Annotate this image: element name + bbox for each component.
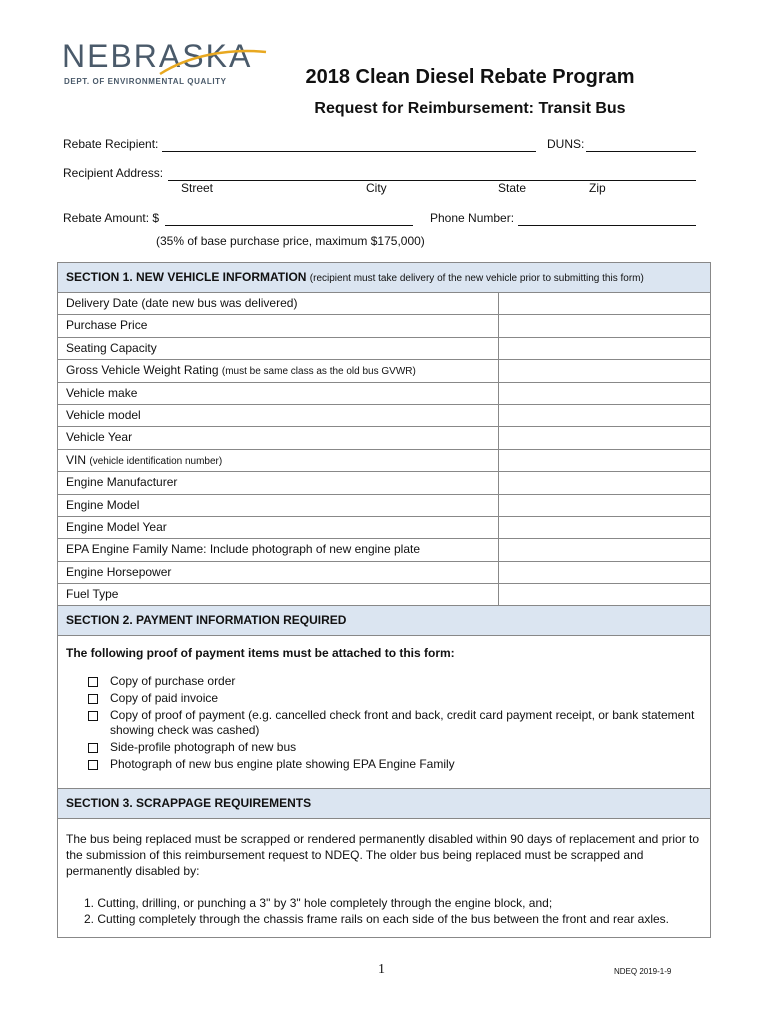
list-item: 1. Cutting, drilling, or punching a 3" by 3" hole completely through the engine block, and; <box>84 896 553 911</box>
gvwr-input[interactable] <box>499 360 710 381</box>
table-row <box>58 539 710 561</box>
seating-capacity-input[interactable] <box>499 338 710 359</box>
phone-number-field[interactable] <box>518 225 696 226</box>
row-label: Vehicle Year <box>66 430 133 445</box>
row-label: Engine Model <box>66 497 140 512</box>
list-item: Photograph of new bus engine plate showing EPA Engine Family <box>88 757 702 772</box>
payment-checklist <box>66 674 702 772</box>
scrappage-steps <box>66 895 702 927</box>
section2-title: SECTION 2. PAYMENT INFORMATION REQUIRED <box>66 613 347 628</box>
section1-title: SECTION 1. NEW VEHICLE INFORMATION <box>66 270 307 284</box>
phone-number-label: Phone Number: <box>430 211 515 225</box>
epa-engine-family-input[interactable] <box>499 539 710 560</box>
page-title: 2018 Clean Diesel Rebate Program <box>305 66 635 88</box>
section1-note: (recipient must take delivery of the new vehicle prior to submitting this form) <box>309 273 644 284</box>
row-label: Seating Capacity <box>66 340 157 355</box>
table-row <box>58 338 710 360</box>
logo-subtitle: DEPT. OF ENVIRONMENTAL QUALITY <box>64 77 227 86</box>
table-row <box>58 584 710 606</box>
list-item: Copy of proof of payment (e.g. cancelled check front and back, credit card payment receipt, or bank statement showing check was cashed) <box>88 708 702 738</box>
duns-label: DUNS: <box>547 137 585 151</box>
row-label: Fuel Type <box>66 587 119 602</box>
rebate-recipient-label: Rebate Recipient: <box>63 137 159 151</box>
form-table <box>57 262 711 938</box>
section2-header <box>58 606 710 636</box>
section1-header <box>58 263 710 293</box>
logo-wordmark: NEBRASKA <box>62 38 253 74</box>
duns-field[interactable] <box>586 151 696 152</box>
list-item: 2. Cutting completely through the chassis frame rails on each side of the bus between the front and rear axles. <box>84 912 669 927</box>
row-label: Vehicle model <box>66 407 141 422</box>
row-label: VIN <box>66 452 87 467</box>
row-label: Gross Vehicle Weight Rating <box>66 363 219 378</box>
table-row <box>58 315 710 337</box>
vehicle-model-input[interactable] <box>499 405 710 426</box>
table-row <box>58 383 710 405</box>
section3-title: SECTION 3. SCRAPPAGE REQUIREMENTS <box>66 796 312 811</box>
section3-body <box>58 819 710 937</box>
vehicle-year-input[interactable] <box>499 427 710 448</box>
delivery-date-input[interactable] <box>499 293 710 314</box>
row-label: Engine Manufacturer <box>66 475 178 490</box>
rebate-recipient-field[interactable] <box>162 151 536 152</box>
engine-model-input[interactable] <box>499 495 710 516</box>
section2-body <box>58 636 710 789</box>
zip-label: Zip <box>589 181 606 195</box>
table-row <box>58 472 710 494</box>
engine-horsepower-input[interactable] <box>499 562 710 583</box>
list-item: Copy of paid invoice <box>88 691 702 706</box>
table-row <box>58 293 710 315</box>
table-row <box>58 427 710 449</box>
table-row <box>58 495 710 517</box>
checkbox-icon[interactable] <box>88 743 98 753</box>
city-label: City <box>366 181 387 195</box>
vin-input[interactable] <box>499 450 710 471</box>
section3-header <box>58 789 710 819</box>
checkbox-icon[interactable] <box>88 677 98 687</box>
row-label: Engine Horsepower <box>66 564 172 579</box>
table-row <box>58 517 710 539</box>
table-row <box>58 562 710 584</box>
ndeq-logo <box>62 38 262 98</box>
checkbox-icon[interactable] <box>88 711 98 721</box>
row-label: Vehicle make <box>66 385 138 400</box>
list-item: Side-profile photograph of new bus <box>88 740 702 755</box>
row-label: Purchase Price <box>66 318 148 333</box>
engine-model-year-input[interactable] <box>499 517 710 538</box>
rebate-amount-field[interactable] <box>165 225 413 226</box>
vehicle-make-input[interactable] <box>499 383 710 404</box>
list-item: Copy of purchase order <box>88 674 702 689</box>
street-label: Street <box>181 181 214 195</box>
rebate-amount-note: (35% of base purchase price, maximum $175,000) <box>156 234 425 248</box>
form-code: NDEQ 2019-1-9 <box>614 967 672 976</box>
rebate-amount-label: Rebate Amount: $ <box>63 211 160 225</box>
table-row <box>58 405 710 427</box>
row-label: EPA Engine Family Name: Include photograph of new engine plate <box>66 542 420 557</box>
checkbox-icon[interactable] <box>88 694 98 704</box>
engine-manufacturer-input[interactable] <box>499 472 710 493</box>
state-label: State <box>498 181 527 195</box>
checkbox-icon[interactable] <box>88 760 98 770</box>
table-row: Gross Vehicle Weight Rating (must be same class as the old bus GVWR) <box>58 360 710 382</box>
logo-swoosh-icon <box>158 38 268 78</box>
page-subtitle: Request for Reimbursement: Transit Bus <box>314 100 626 117</box>
fuel-type-input[interactable] <box>499 584 710 605</box>
section3-paragraph: The bus being replaced must be scrapped or rendered permanently disabled within 90 days of replacement and prior to the submission of this reimbursement request to NDEQ. The older bus being replaced must be scrapped and permanently disabled by: <box>66 832 700 879</box>
purchase-price-input[interactable] <box>499 315 710 336</box>
row-label: Engine Model Year <box>66 519 167 534</box>
recipient-address-label: Recipient Address: <box>63 166 164 180</box>
section2-intro: The following proof of payment items must be attached to this form: <box>66 646 455 661</box>
page-number: 1 <box>378 962 385 977</box>
recipient-address-field[interactable] <box>168 180 696 181</box>
row-label: Delivery Date (date new bus was delivered) <box>66 296 298 310</box>
table-row: VIN (vehicle identification number) <box>58 450 710 472</box>
